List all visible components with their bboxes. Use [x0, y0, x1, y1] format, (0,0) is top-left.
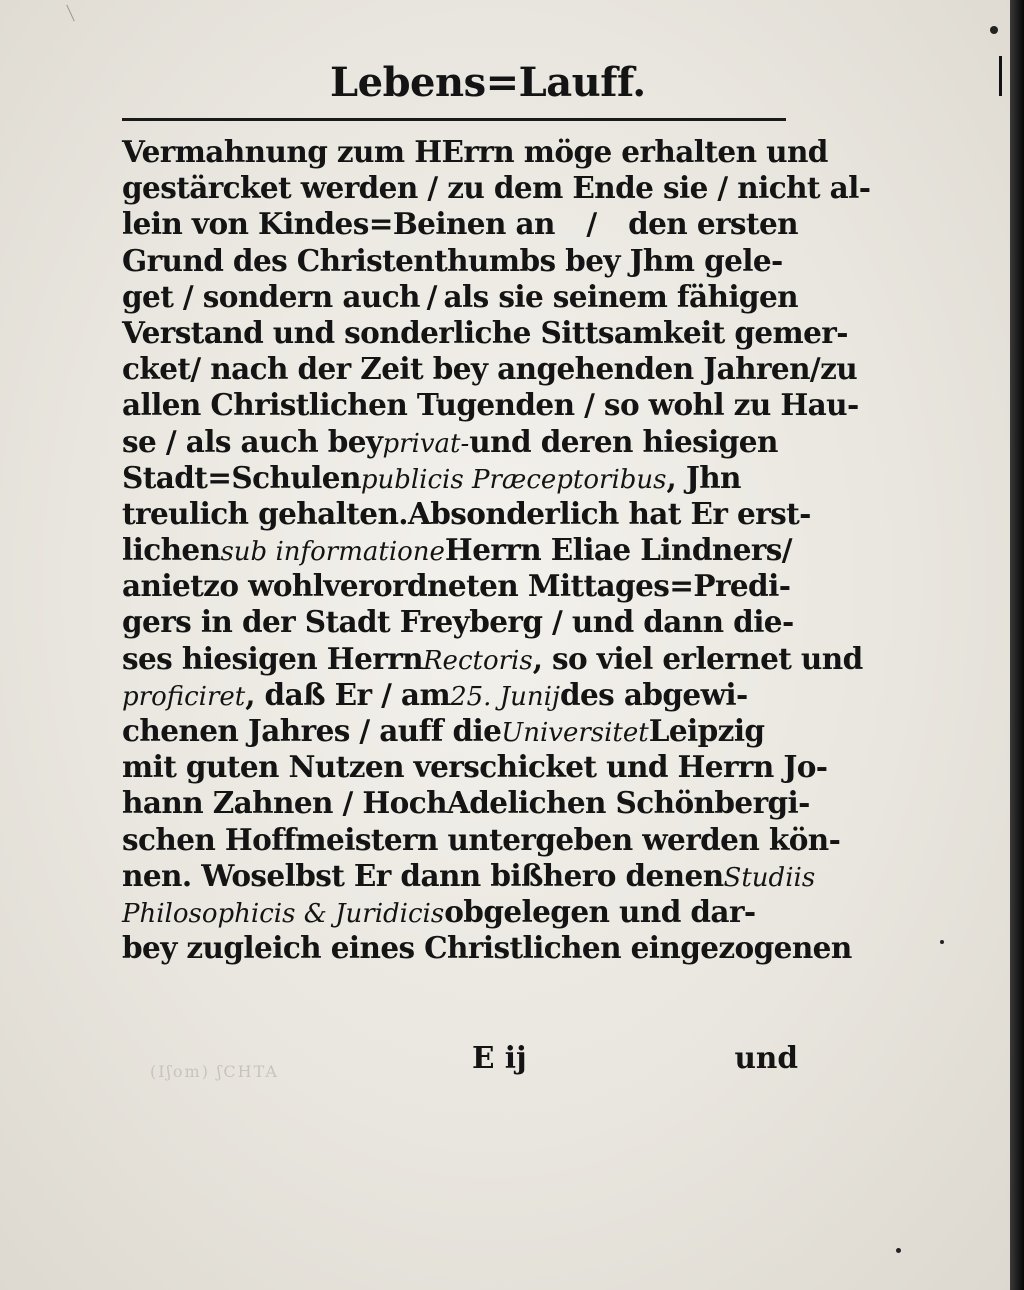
text-run [122, 858, 815, 893]
scan-border [1010, 0, 1024, 1290]
text-line [122, 170, 871, 206]
text-segment: lein von Kindes=Beinen an [122, 206, 555, 242]
text-line [122, 930, 852, 966]
text-segment: hann Zahnen / HochAdelichen Schönbergi- [122, 785, 810, 821]
text-segment: se / als auch bey [122, 423, 383, 459]
text-line [122, 749, 828, 785]
text-line [122, 713, 798, 749]
italic-latin-term: Studiis [723, 862, 816, 893]
text-segment: allen Christlichen Tugenden / so wohl zu Hau- [122, 387, 859, 423]
italic-latin-term: 25. Junij [450, 681, 560, 712]
text-run [122, 424, 778, 459]
text-line [122, 785, 810, 821]
text-line [122, 568, 798, 604]
text-run [122, 604, 794, 639]
italic-latin-term: Rectoris [422, 645, 533, 676]
text-line [122, 821, 841, 858]
text-run [122, 387, 859, 422]
scratch-mark [66, 5, 75, 22]
text-run [122, 785, 810, 820]
italic-latin-term: sub informatione [220, 537, 445, 568]
text-line [122, 351, 858, 387]
text-run [122, 206, 555, 241]
text-segment: cket/ nach der Zeit bey angehenden Jahren/zu [122, 351, 858, 387]
text-run [122, 134, 828, 169]
text-segment: treulich gehalten. [122, 495, 408, 531]
text-run [122, 279, 420, 314]
text-segment: ses hiesigen Herrn [122, 640, 423, 676]
text-segment: / [426, 278, 437, 314]
running-head: Lebens=Lauff. [330, 59, 646, 106]
text-line [122, 857, 816, 894]
text-segment: als sie seinem fähigen [443, 278, 798, 314]
text-line [122, 387, 859, 423]
text-line [122, 640, 863, 677]
text-segment: chenen Jahres / auff die [122, 713, 502, 748]
text-line [122, 134, 828, 170]
text-run [122, 532, 792, 567]
text-segment: Herrn Eliae Lindners/ [444, 532, 792, 568]
text-run [122, 315, 848, 350]
text-segment: mit guten Nutzen verschicket und Herrn Jo- [122, 749, 828, 785]
text-run [444, 279, 798, 314]
text-run [427, 279, 437, 314]
text-run [122, 822, 840, 857]
text-segment: gestärcket werden / zu dem Ende sie / nicht al- [122, 170, 871, 206]
scratch-mark [999, 56, 1002, 96]
text-segment: Vermahnung zum HErrn möge erhalten und [122, 134, 828, 169]
text-run [586, 206, 596, 241]
text-segment: Leipzig [648, 713, 765, 748]
italic-latin-term: Philosophicis & Juridicis [122, 898, 445, 929]
text-segment: Stadt=Schulen [122, 459, 361, 495]
text-segment: Grund des Christenthumbs bey Jhm gele- [122, 242, 783, 278]
text-run [122, 568, 790, 603]
text-line [122, 460, 798, 496]
text-line [122, 206, 798, 242]
text-line [122, 279, 798, 315]
text-segment: anietzo wohlverordneten Mittages=Predi- [122, 568, 791, 604]
text-run [122, 677, 748, 712]
text-run [122, 713, 764, 748]
text-run [628, 206, 798, 241]
italic-latin-term: Universitet [501, 718, 649, 748]
text-run [122, 641, 863, 676]
text-segment: bey zugleich eines Christlichen eingezogenen [122, 930, 852, 966]
italic-latin-term: privat- [382, 428, 470, 459]
text-run [122, 351, 857, 386]
italic-latin-term: proficiret [122, 681, 246, 712]
text-line [122, 604, 798, 640]
text-segment: , daß Er / am [245, 676, 451, 712]
text-segment: gers in der Stadt Freyberg / und dann die- [122, 604, 794, 640]
text-line [122, 894, 798, 930]
text-segment: , Jhn [666, 459, 741, 495]
text-line [122, 495, 811, 532]
text-segment: nen. Woselbst Er dann bißhero denen [122, 857, 724, 893]
text-segment: den ersten [628, 206, 798, 242]
text-run [122, 894, 756, 929]
body-text [122, 134, 871, 966]
text-run [122, 243, 783, 278]
ink-speck [990, 26, 998, 34]
text-segment: , so viel erlernet und [532, 640, 863, 676]
text-run [122, 749, 827, 784]
text-run [122, 460, 741, 495]
text-segment: Verstand und sonderliche Sittsamkeit gemer- [122, 314, 848, 350]
text-run [122, 170, 870, 205]
text-run [122, 930, 852, 965]
ink-speck [896, 1248, 901, 1253]
signature-mark: E ij [472, 1040, 527, 1075]
text-segment: obgelegen und dar- [444, 893, 756, 929]
text-segment: get / sondern auch [122, 278, 420, 314]
header-rule [122, 118, 786, 121]
italic-latin-term: publicis Præceptoribus [360, 464, 667, 495]
text-segment: schen Hoffmeistern untergeben werden kön- [122, 821, 841, 857]
text-segment: / [586, 206, 597, 242]
catchword: und [734, 1040, 798, 1075]
text-line [122, 243, 798, 279]
text-line [122, 677, 798, 713]
text-line [122, 314, 848, 351]
text-run [408, 496, 811, 531]
ink-speck [940, 940, 944, 944]
text-line [122, 424, 798, 460]
text-line [122, 532, 798, 568]
text-segment: des abgewi- [559, 676, 748, 712]
text-segment: Absonderlich hat Er erst- [407, 495, 811, 531]
text-segment: lichen [122, 532, 221, 568]
bleed-through-text: (Iʃom) ʃCHTA [150, 1062, 279, 1081]
text-run [122, 496, 408, 531]
text-segment: und deren hiesigen [469, 423, 778, 459]
